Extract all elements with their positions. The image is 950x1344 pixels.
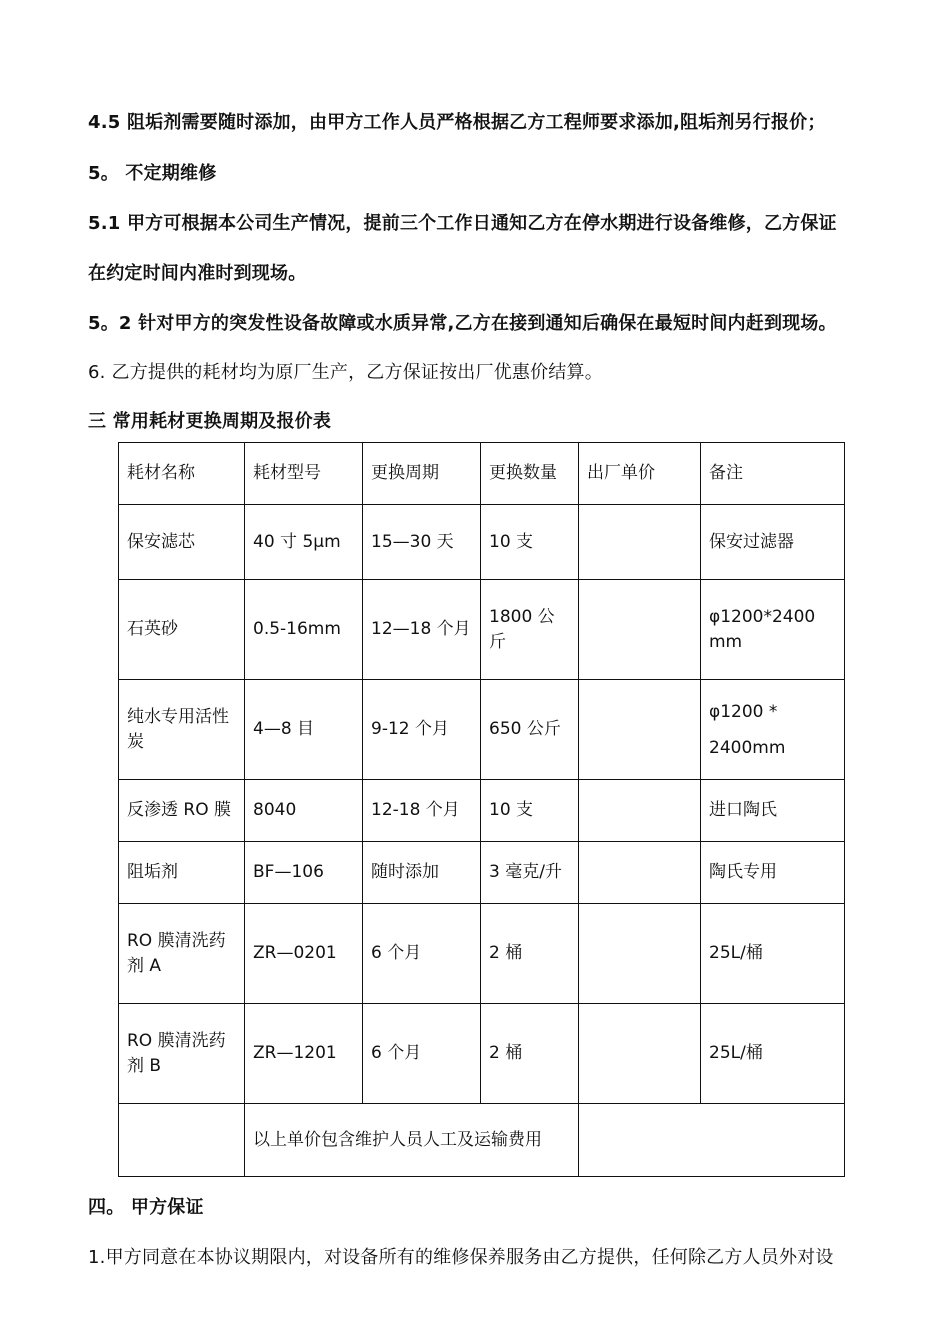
table-row [119,780,845,842]
consumables-table [118,442,845,1177]
section-4-title: 四。 甲方保证 [88,1197,204,1218]
name-cell [119,580,245,680]
empty-cell [119,1104,245,1177]
qty-line: 1800 公 [489,606,555,627]
header-cell: 耗材名称 [119,443,245,505]
model-cell: 8040 [245,780,363,842]
table-header-row [119,443,845,505]
section-3-title: 三 常用耗材更换周期及报价表 [88,411,332,432]
qty-line: 2 桶 [489,943,523,963]
cycle-cell: 15—30 天 [363,505,481,580]
note-cell [701,780,845,842]
note-line: 25L/桶 [709,943,763,963]
name-line: 炭 [127,731,144,752]
price-cell [579,780,701,842]
price-cell [579,1004,701,1104]
price-cell [579,904,701,1004]
table-row [119,904,845,1004]
paragraph-6: 6. 乙方提供的耗材均为原厂生产，乙方保证按出厂优惠价结算。 [88,362,603,383]
note-cell [701,505,845,580]
note-line: 进口陶氏 [709,800,777,820]
name-line: 阻垢剂 [127,862,178,882]
model-cell: BF—106 [245,842,363,904]
header-cell: 更换数量 [481,443,579,505]
qty-cell [481,1004,579,1104]
paragraph-5-2: 5。2 针对甲方的突发性设备故障或水质异常,乙方在接到通知后确保在最短时间内赶到现场。 [88,313,837,334]
qty-line: 2 桶 [489,1043,523,1063]
table-row [119,580,845,680]
header-cell: 出厂单价 [579,443,701,505]
note-cell [701,842,845,904]
section-5-title: 5。 不定期维修 [88,163,217,184]
note-line: 25L/桶 [709,1043,763,1063]
price-cell [579,505,701,580]
table-row [119,680,845,780]
qty-cell [481,780,579,842]
note-line: 保安过滤器 [709,531,794,552]
note-line: φ1200 * [709,701,778,722]
table-footer-row [119,1104,845,1177]
note-cell [701,580,845,680]
cycle-cell: 9-12 个月 [363,680,481,780]
qty-cell [481,505,579,580]
name-line: RO 膜清洗药 [127,930,226,951]
name-cell [119,904,245,1004]
note-cell [701,904,845,1004]
name-line: 纯水专用活性 [127,706,229,727]
note-line: φ1200*2400 [709,606,816,627]
model-cell: 40 寸 5μm [245,505,363,580]
paragraph-5-1-line1: 5.1 甲方可根据本公司生产情况，提前三个工作日通知乙方在停水期进行设备维修，乙方保证 [88,213,837,234]
note-line: 2400mm [709,737,786,758]
note-line: mm [709,631,743,652]
model-cell: 4—8 目 [245,680,363,780]
qty-cell [481,842,579,904]
price-cell [579,680,701,780]
table-row [119,842,845,904]
name-line: 反渗透 RO 膜 [127,800,232,820]
cycle-cell: 12—18 个月 [363,580,481,680]
qty-line: 3 毫克/升 [489,862,562,882]
model-cell: ZR—1201 [245,1004,363,1104]
cycle-cell: 随时添加 [363,842,481,904]
cycle-cell: 12-18 个月 [363,780,481,842]
name-line: 剂 A [127,955,162,976]
price-cell [579,842,701,904]
qty-line: 10 支 [489,531,534,552]
qty-cell [481,904,579,1004]
name-cell [119,780,245,842]
model-cell: ZR—0201 [245,904,363,1004]
name-line: RO 膜清洗药 [127,1030,226,1051]
header-cell: 备注 [701,443,845,505]
note-cell [701,1004,845,1104]
name-cell [119,680,245,780]
name-line: 剂 B [127,1055,162,1076]
qty-line: 10 支 [489,800,534,820]
name-cell [119,1004,245,1104]
qty-cell [481,580,579,680]
qty-line: 斤 [489,631,506,652]
footer-note-cell: 以上单价包含维护人员人工及运输费用 [245,1104,579,1177]
model-cell: 0.5-16mm [245,580,363,680]
name-cell [119,842,245,904]
header-cell: 耗材型号 [245,443,363,505]
table-row [119,1004,845,1104]
price-cell [579,580,701,680]
name-cell [119,505,245,580]
note-line: 陶氏专用 [709,862,777,882]
qty-line: 650 公斤 [489,719,561,739]
paragraph-4-1: 1.甲方同意在本协议期限内，对设备所有的维修保养服务由乙方提供，任何除乙方人员外对设 [88,1247,834,1268]
cycle-cell: 6 个月 [363,904,481,1004]
paragraph-5-1-line2: 在约定时间内准时到现场。 [88,263,307,284]
note-cell [701,680,845,780]
paragraph-4-5: 4.5 阻垢剂需要随时添加，由甲方工作人员严格根据乙方工程师要求添加,阻垢剂另行报价； [88,112,826,133]
name-line: 石英砂 [127,619,178,639]
cycle-cell: 6 个月 [363,1004,481,1104]
table-row [119,505,845,580]
empty-cell [579,1104,845,1177]
name-line: 保安滤芯 [127,531,195,552]
qty-cell [481,680,579,780]
header-cell: 更换周期 [363,443,481,505]
